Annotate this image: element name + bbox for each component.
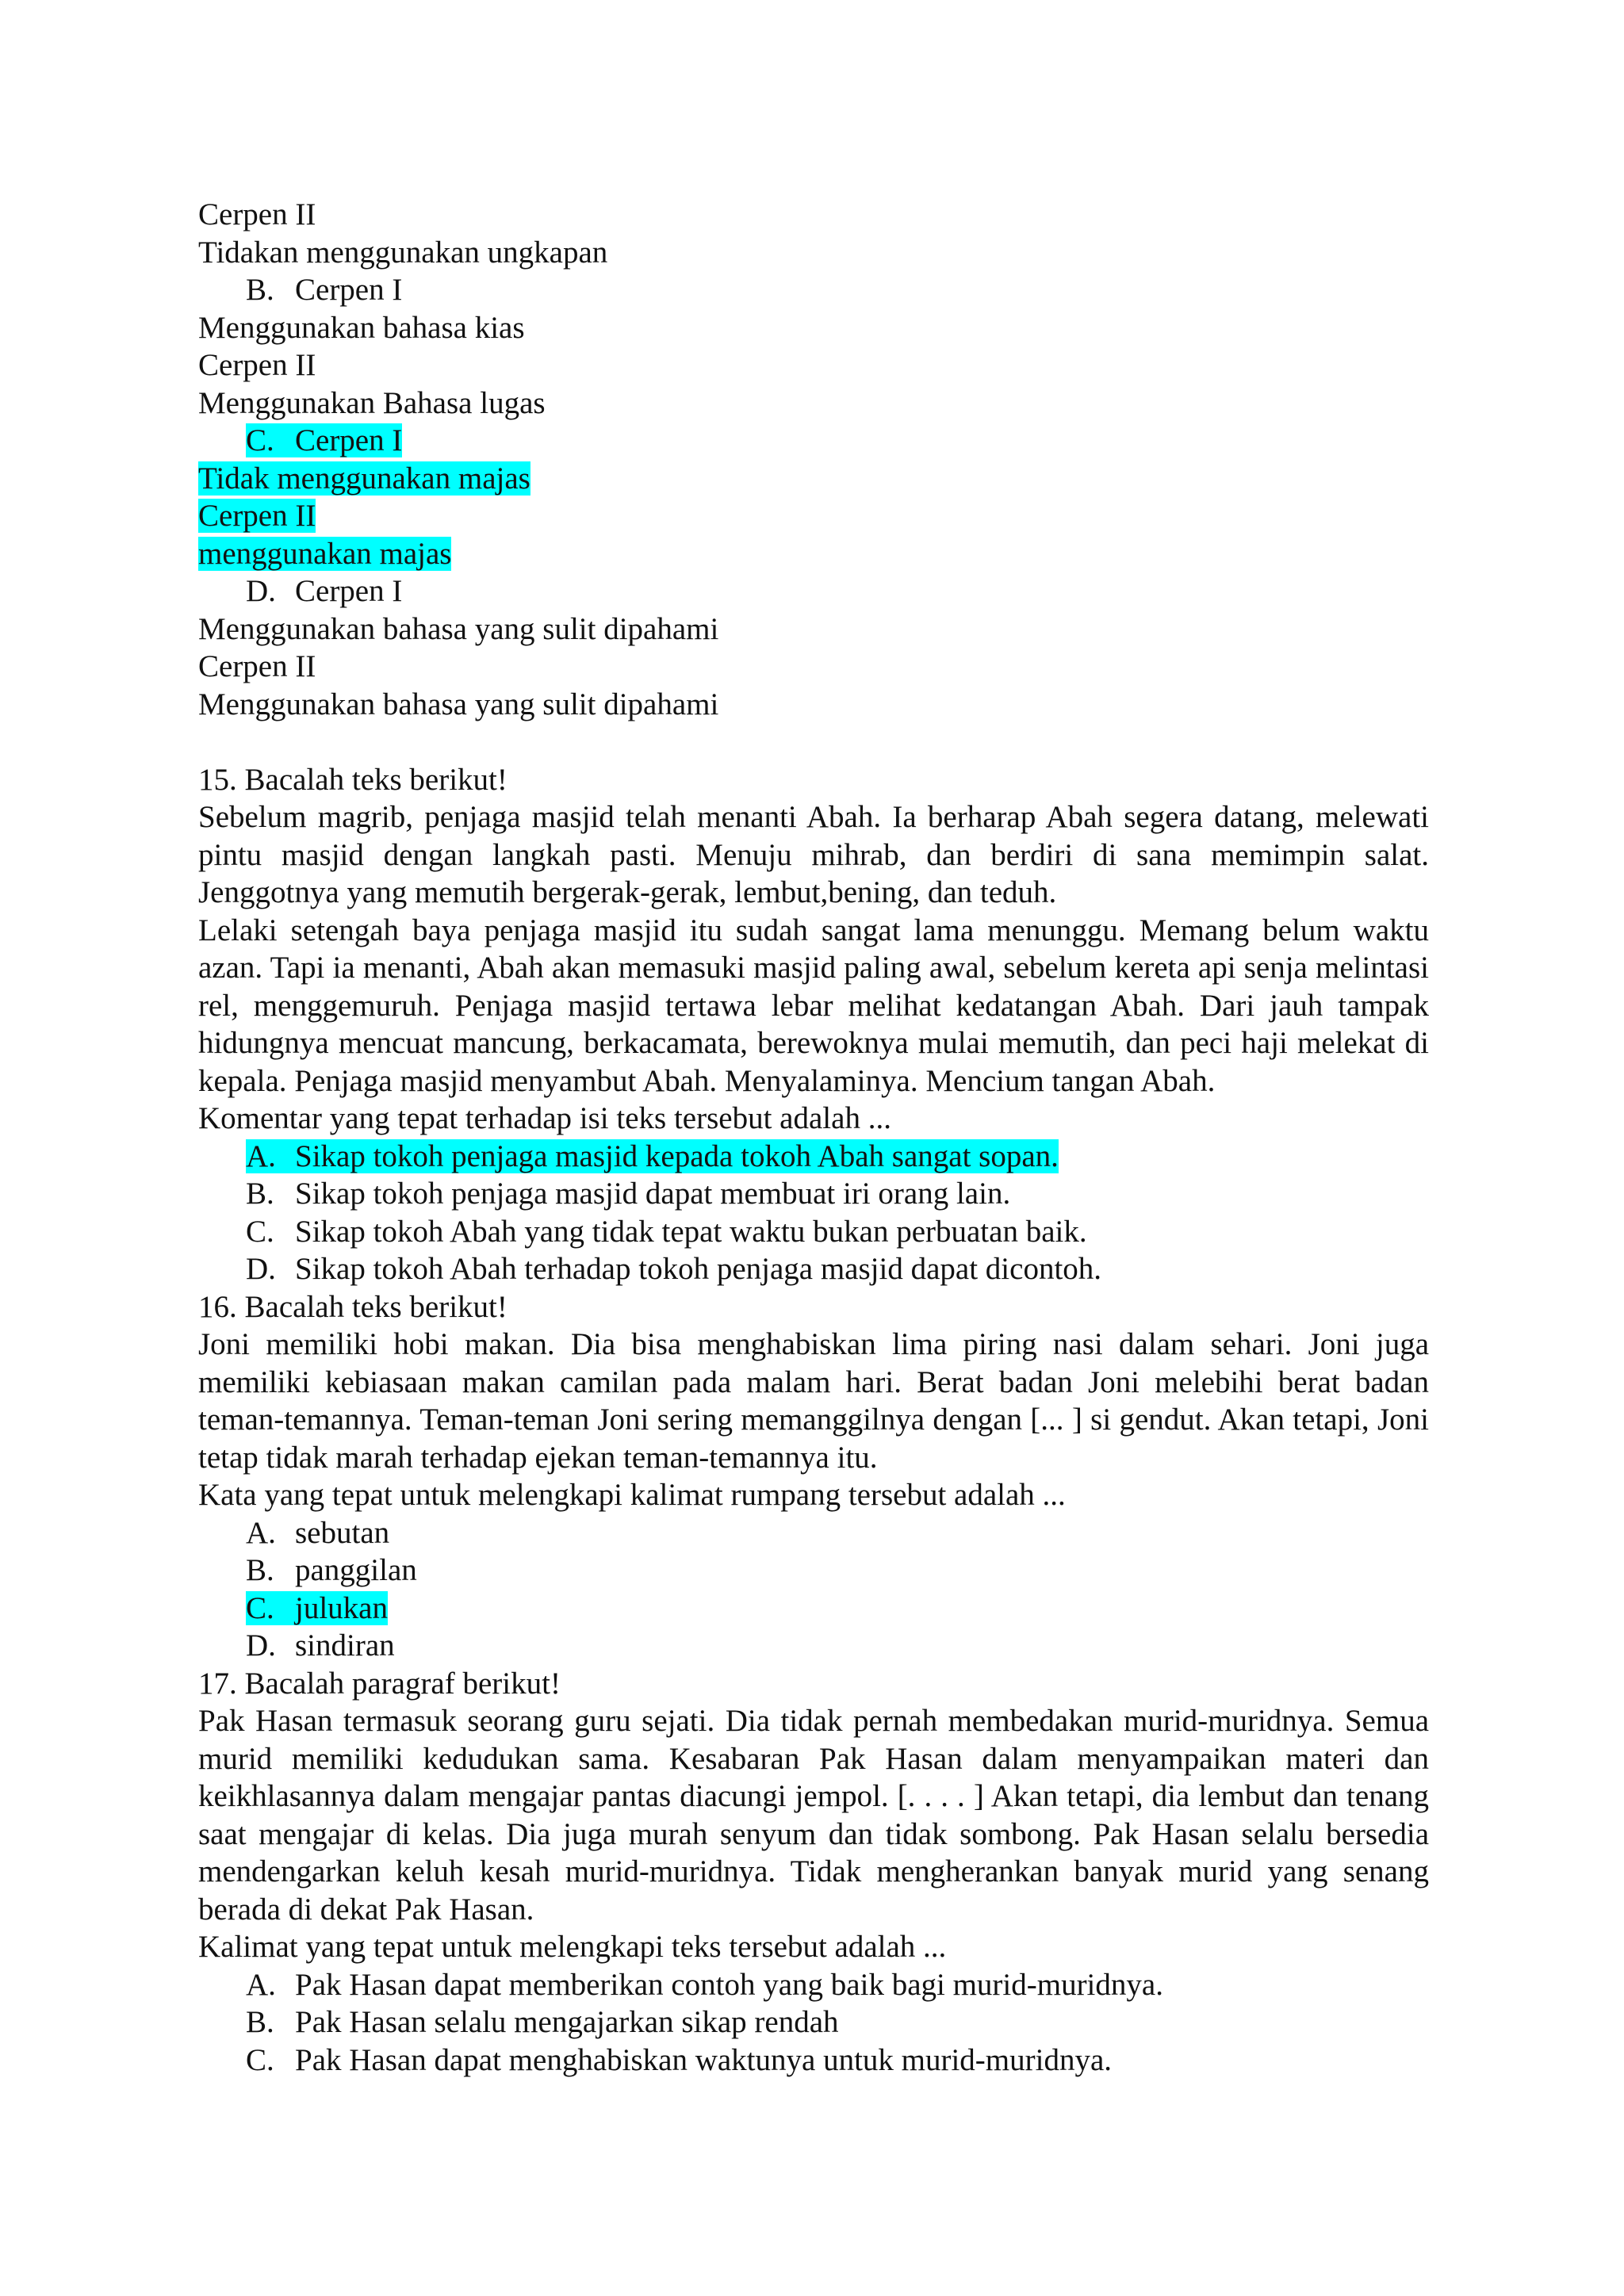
option-letter: D. [246, 574, 276, 608]
text-line-highlighted: Tidak menggunakan majas [198, 461, 530, 496]
text-line: Cerpen II [198, 649, 316, 683]
prev-option-d [198, 572, 1429, 610]
option-text: Cerpen I [295, 423, 403, 457]
text-line-highlighted: menggunakan majas [198, 536, 452, 571]
text-line: Cerpen II [198, 197, 316, 232]
question-heading: 17. Bacalah paragraf berikut! [198, 1666, 561, 1701]
answer-option-d: D. Sikap tokoh Abah terhadap tokoh penjaga masjid dapat dicontoh. [246, 1252, 1102, 1286]
text-line: Menggunakan bahasa yang sulit dipahami [198, 611, 719, 646]
question-passage: Lelaki setengah baya penjaga masjid itu sudah sangat lama menunggu. Memang belum waktu azan. Tapi ia menanti, Abah akan memasuki masjid paling awal, sebelum kereta api senja melintasi rel, menggemuruh. Penjaga masjid tertawa lebar melihat kedatangan Abah. Dari jauh tampak hidungnya mencuat mancung, berkacamata, berewoknya mulai memutih, dan peci haji melekat di kepala. Penjaga masjid menyambut Abah. Menyalaminya. Mencium tangan Abah. [198, 913, 1429, 1098]
text-line: Cerpen II [198, 348, 316, 382]
answer-option-a: A. sebutan [246, 1515, 390, 1550]
prev-question-options [198, 196, 1429, 723]
question-passage: Pak Hasan termasuk seorang guru sejati. Dia tidak pernah membedakan murid-muridnya. Semua murid memiliki kedudukan sama. Kesabaran Pak Hasan dalam menyampaikan materi dan keikhlasannya dalam mengajar pantas diacungi jempol. [. . . . ] Akan tetapi, dia lembut dan tenang saat mengajar di kelas. Dia juga murah senyum dan tidak sombong. Pak Hasan selalu bersedia mendengarkan keluh kesah murid-muridnya. Tidak mengherankan banyak murid yang senang berada di dekat Pak Hasan. [198, 1704, 1429, 1927]
question-17 [198, 1665, 1429, 2080]
question-heading: 15. Bacalah teks berikut! [198, 762, 508, 797]
spacer [198, 723, 1429, 761]
answer-option-c: C. julukan [246, 1590, 388, 1625]
answer-option-b: B. panggilan [246, 1553, 417, 1587]
question-passage: Sebelum magrib, penjaga masjid telah menanti Abah. Ia berharap Abah segera datang, melewati pintu masjid dengan langkah pasti. Menuju mihrab, dan berdiri di sana memimpin salat. Jenggotnya yang memutih bergerak-gerak, lembut,bening, dan teduh. [198, 800, 1429, 909]
question-heading: 16. Bacalah teks berikut! [198, 1289, 508, 1324]
question-15 [198, 761, 1429, 1288]
answer-option-d: D. sindiran [246, 1628, 395, 1663]
answer-option-c: C. Sikap tokoh Abah yang tidak tepat waktu bukan perbuatan baik. [246, 1214, 1087, 1249]
text-line: Menggunakan bahasa yang sulit dipahami [198, 687, 719, 721]
text-line-highlighted: Cerpen II [198, 499, 316, 533]
answer-option-a: A. Pak Hasan dapat memberikan contoh yang baik bagi murid-muridnya. [246, 1967, 1163, 2002]
prev-option-b [198, 271, 1429, 309]
text-line: Tidakan menggunakan ungkapan [198, 235, 608, 270]
question-prompt: Kata yang tepat untuk melengkapi kalimat rumpang tersebut adalah ... [198, 1478, 1066, 1512]
answer-option-b: B. Sikap tokoh penjaga masjid dapat membuat iri orang lain. [246, 1177, 1011, 1211]
question-passage: Joni memiliki hobi makan. Dia bisa menghabiskan lima piring nasi dalam sehari. Joni juga memiliki kebiasaan makan camilan pada malam hari. Berat badan Joni melebihi berat badan teman-temannya. Teman-teman Joni sering memanggilnya dengan [... ] si gendut. Akan tetapi, Joni tetap tidak marah terhadap ejekan teman-temannya itu. [198, 1327, 1429, 1475]
answer-option-a: A. Sikap tokoh penjaga masjid kepada tokoh Abah sangat sopan. [246, 1138, 1059, 1173]
text-line: Menggunakan Bahasa lugas [198, 385, 546, 420]
answer-option-c: C. Pak Hasan dapat menghabiskan waktunya untuk murid-muridnya. [246, 2042, 1113, 2077]
option-letter: C. [246, 423, 274, 457]
option-text: Cerpen I [295, 273, 403, 307]
page-content [198, 196, 1429, 2079]
question-16 [198, 1288, 1429, 1665]
text-line: Menggunakan bahasa kias [198, 310, 525, 345]
option-text: Cerpen I [295, 574, 403, 608]
question-prompt: Kalimat yang tepat untuk melengkapi teks tersebut adalah ... [198, 1930, 947, 1964]
prev-option-c [198, 422, 1429, 460]
answer-option-b: B. Pak Hasan selalu mengajarkan sikap rendah [246, 2005, 839, 2039]
question-prompt: Komentar yang tepat terhadap isi teks tersebut adalah ... [198, 1101, 891, 1135]
option-letter: B. [246, 273, 274, 307]
